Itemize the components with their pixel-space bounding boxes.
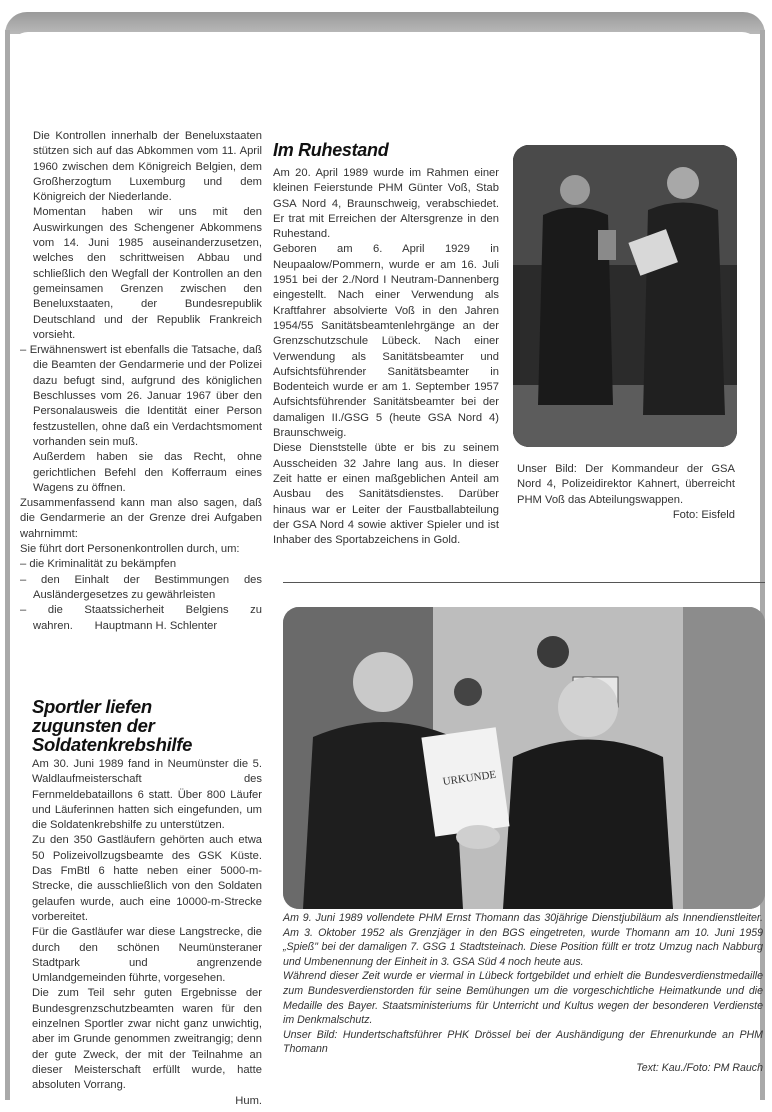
paragraph: Am 9. Juni 1989 vollendete PHM Ernst Thomann das 30jährige Dienstjubiläum als Innendienstleiter. Am 3. Oktober 1952 als Grenzjäger in den BGS eingetreten, wurde Thomann am 10. Juni 1959 „Spieß" bei der damaligen 7. GSG 1 Stadtsteinach. Diese Position füllt er trotz Umzug nach Nabburg und Umbenennung der Einheit in 3. GSA Süd 4 noch heute aus. [283, 912, 763, 968]
title-line: Soldatenkrebshilfe [32, 734, 193, 755]
section-divider [283, 582, 765, 583]
photo-credit: Foto: Eisfeld [672, 508, 735, 521]
paragraph: Momentan haben wir uns mit den Auswirkungen des Schengener Abkommens vom 14. Juni 1985 auseinanderzusetzen, welches den schrittweisen Abbau und schließlich den Wegfall der Kontrollen an den gemeinsamen Grenzen zwischen den Beneluxstaaten, der Bundesrepublik Deutschland und der Republik Frankreich vorsieht. [33, 206, 262, 341]
list-item: – den Einhalt der Bestimmungen des Ausländergesetzes zu gewährleisten [33, 573, 262, 604]
paragraph: Zu den 350 Gastläufern gehörten auch etwa 50 Polizeivollzugsbeamte des GSK Küste. Das FmBtl 6 hatte neben einer 5000-m-Strecke, die ausschließlich von den Soldaten gelaufen wurde, auch eine 10000-m-Strecke vorbereitet. [32, 834, 262, 923]
article-grenze [20, 129, 262, 634]
article-title [32, 697, 192, 754]
photo-caption [517, 462, 735, 523]
list-item-text: die Staatssicherheit Belgiens zu wahren. [33, 604, 262, 632]
article-thomann [283, 911, 763, 1076]
list-item: – die Kriminalität zu bekämpfen [33, 557, 262, 572]
article-title: Im Ruhestand [273, 140, 389, 160]
paragraph: Am 30. Juni 1989 fand in Neumünster die 5. Waldlaufmeisterschaft des Fernmeldebataillons 6 statt. Über 800 Läufer und Läuferinnen hatten sich eingefunden, um die Soldatenkrebshilfe zu unterstützen. [32, 758, 262, 832]
paragraph: Sie führt dort Personenkontrollen durch, um: [20, 543, 240, 556]
author: Hauptmann H. Schlenter [94, 619, 218, 632]
paragraph: Die zum Teil sehr guten Ergebnisse der Bundesgrenzschutzbeamten waren für den einzelnen Sportler zwar nicht ganz unwichtig, aber im Grunde genommen zweitrangig; denn der gute Zweck, der mit der Teilnahme an dieser Meisterschaft erfüllt wurde, hatte absoluten Vorrang. [32, 987, 262, 1092]
list-item [33, 603, 262, 634]
photo-farewell [513, 145, 737, 447]
title-line: zugunsten der [32, 715, 155, 736]
paragraph: Geboren am 6. April 1929 in Neupaalow/Pommern, wurde er am 16. Juli 1951 bei der 2./Nord I Neutram-Dannenberg eingestellt. Nach einer Verwendung als Kraftfahrer absolvierte Voß in den Jahren 1954/55 Sanitätsbeamtenlehrgänge an der Grenzschutzschule Lübeck. Nach einer Verwendung als Sanitätsbeamter und Aufsichtsführender Sanitätsbeamter in Bodenteich wurde er am 1. September 1957 Aufsichtsführender Sanitätsbeamter bei der damaligen II./GSG 5 (heute GSA Nord 4) Braunschweig. [273, 243, 499, 440]
author: Hum. [235, 1094, 262, 1107]
paragraph: Zusammenfassend kann man also sagen, daß die Gendarmerie an der Grenze drei Aufgaben wahrnimmt: [20, 497, 262, 540]
article-sportler [32, 757, 262, 1109]
photo-certificate [283, 607, 765, 909]
photo-farewell-image [513, 145, 737, 447]
paragraph: Unser Bild: Hundertschaftsführer PHK Drössel bei der Aushändigung der Ehrenurkunde an PHM Thomann [283, 1028, 763, 1056]
title-line: Sportler liefen [32, 696, 152, 717]
credit: Text: Kau./Foto: PM Rauch [636, 1061, 763, 1074]
photo-certificate-image [283, 607, 765, 909]
article-ruhestand [273, 166, 499, 548]
caption-text: Unser Bild: Der Kommandeur der GSA Nord 4, Polizeidirektor Kahnert, überreicht PHM Voß das Abteilungswappen. [517, 463, 735, 506]
paragraph: Außerdem haben sie das Recht, ohne gerichtlichen Befehl den Kofferraum eines Wagens zu öffnen. [33, 451, 262, 494]
paragraph: Die Kontrollen innerhalb der Beneluxstaaten stützen sich auf das Abkommen vom 11. April 1960 zwischen dem Königreich Belgien, dem Großherzogtum Luxemburg und dem Königreich der Niederlande. [33, 130, 262, 204]
paragraph: Am 20. April 1989 wurde im Rahmen einer kleinen Feierstunde PHM Günter Voß, Stab GSA Nord 4, Braunschweig, verabschiedet. Er trat mit Erreichen der Altersgrenze in den Ruhestand. [273, 167, 499, 241]
paragraph: Diese Dienststelle übte er bis zu seinem Ausscheiden 32 Jahre lang aus. In dieser Zeit hatte er einen maßgeblichen Anteil am Ausbau des Sanitätsdienstes. Darüber hinaus war er Leiter der Faustballabteilung der GSA Nord 4 sowie aktiver Spieler und ist Inhaber des Sportabzeichens in Gold. [273, 442, 499, 547]
paragraph: – Erwähnenswert ist ebenfalls die Tatsache, daß die Beamten der Gendarmerie und der Polizei dazu befugt sind, aufgrund des königlichen Beschlusses vom 26. Januar 1967 über den Personalausweis die Identität einer Person festzustellen, ohne daß ein Verdachtsmoment vorhanden sein muß. [33, 343, 262, 450]
page-frame-top-bar [5, 12, 765, 34]
certificate-lettering: URKUNDE [441, 768, 497, 789]
paragraph: Während dieser Zeit wurde er viermal in Lübeck fortgebildet und erhielt die Bundesverdienstmedaille zum Bundesverdienstorden für seine Bemühungen um die vorgeschichtliche Heimatkunde und die Medaille des Bayer. Staatsministeriums für Unterricht und Kultus wegen der besonderen Verdienste im Denkmalschutz. [283, 970, 763, 1027]
paragraph: Für die Gastläufer war diese Langstrecke, die durch den schönen Neumünsteraner Stadtpark und angrenzende Umlandgemeinden führte, vorgesehen. [32, 926, 262, 985]
